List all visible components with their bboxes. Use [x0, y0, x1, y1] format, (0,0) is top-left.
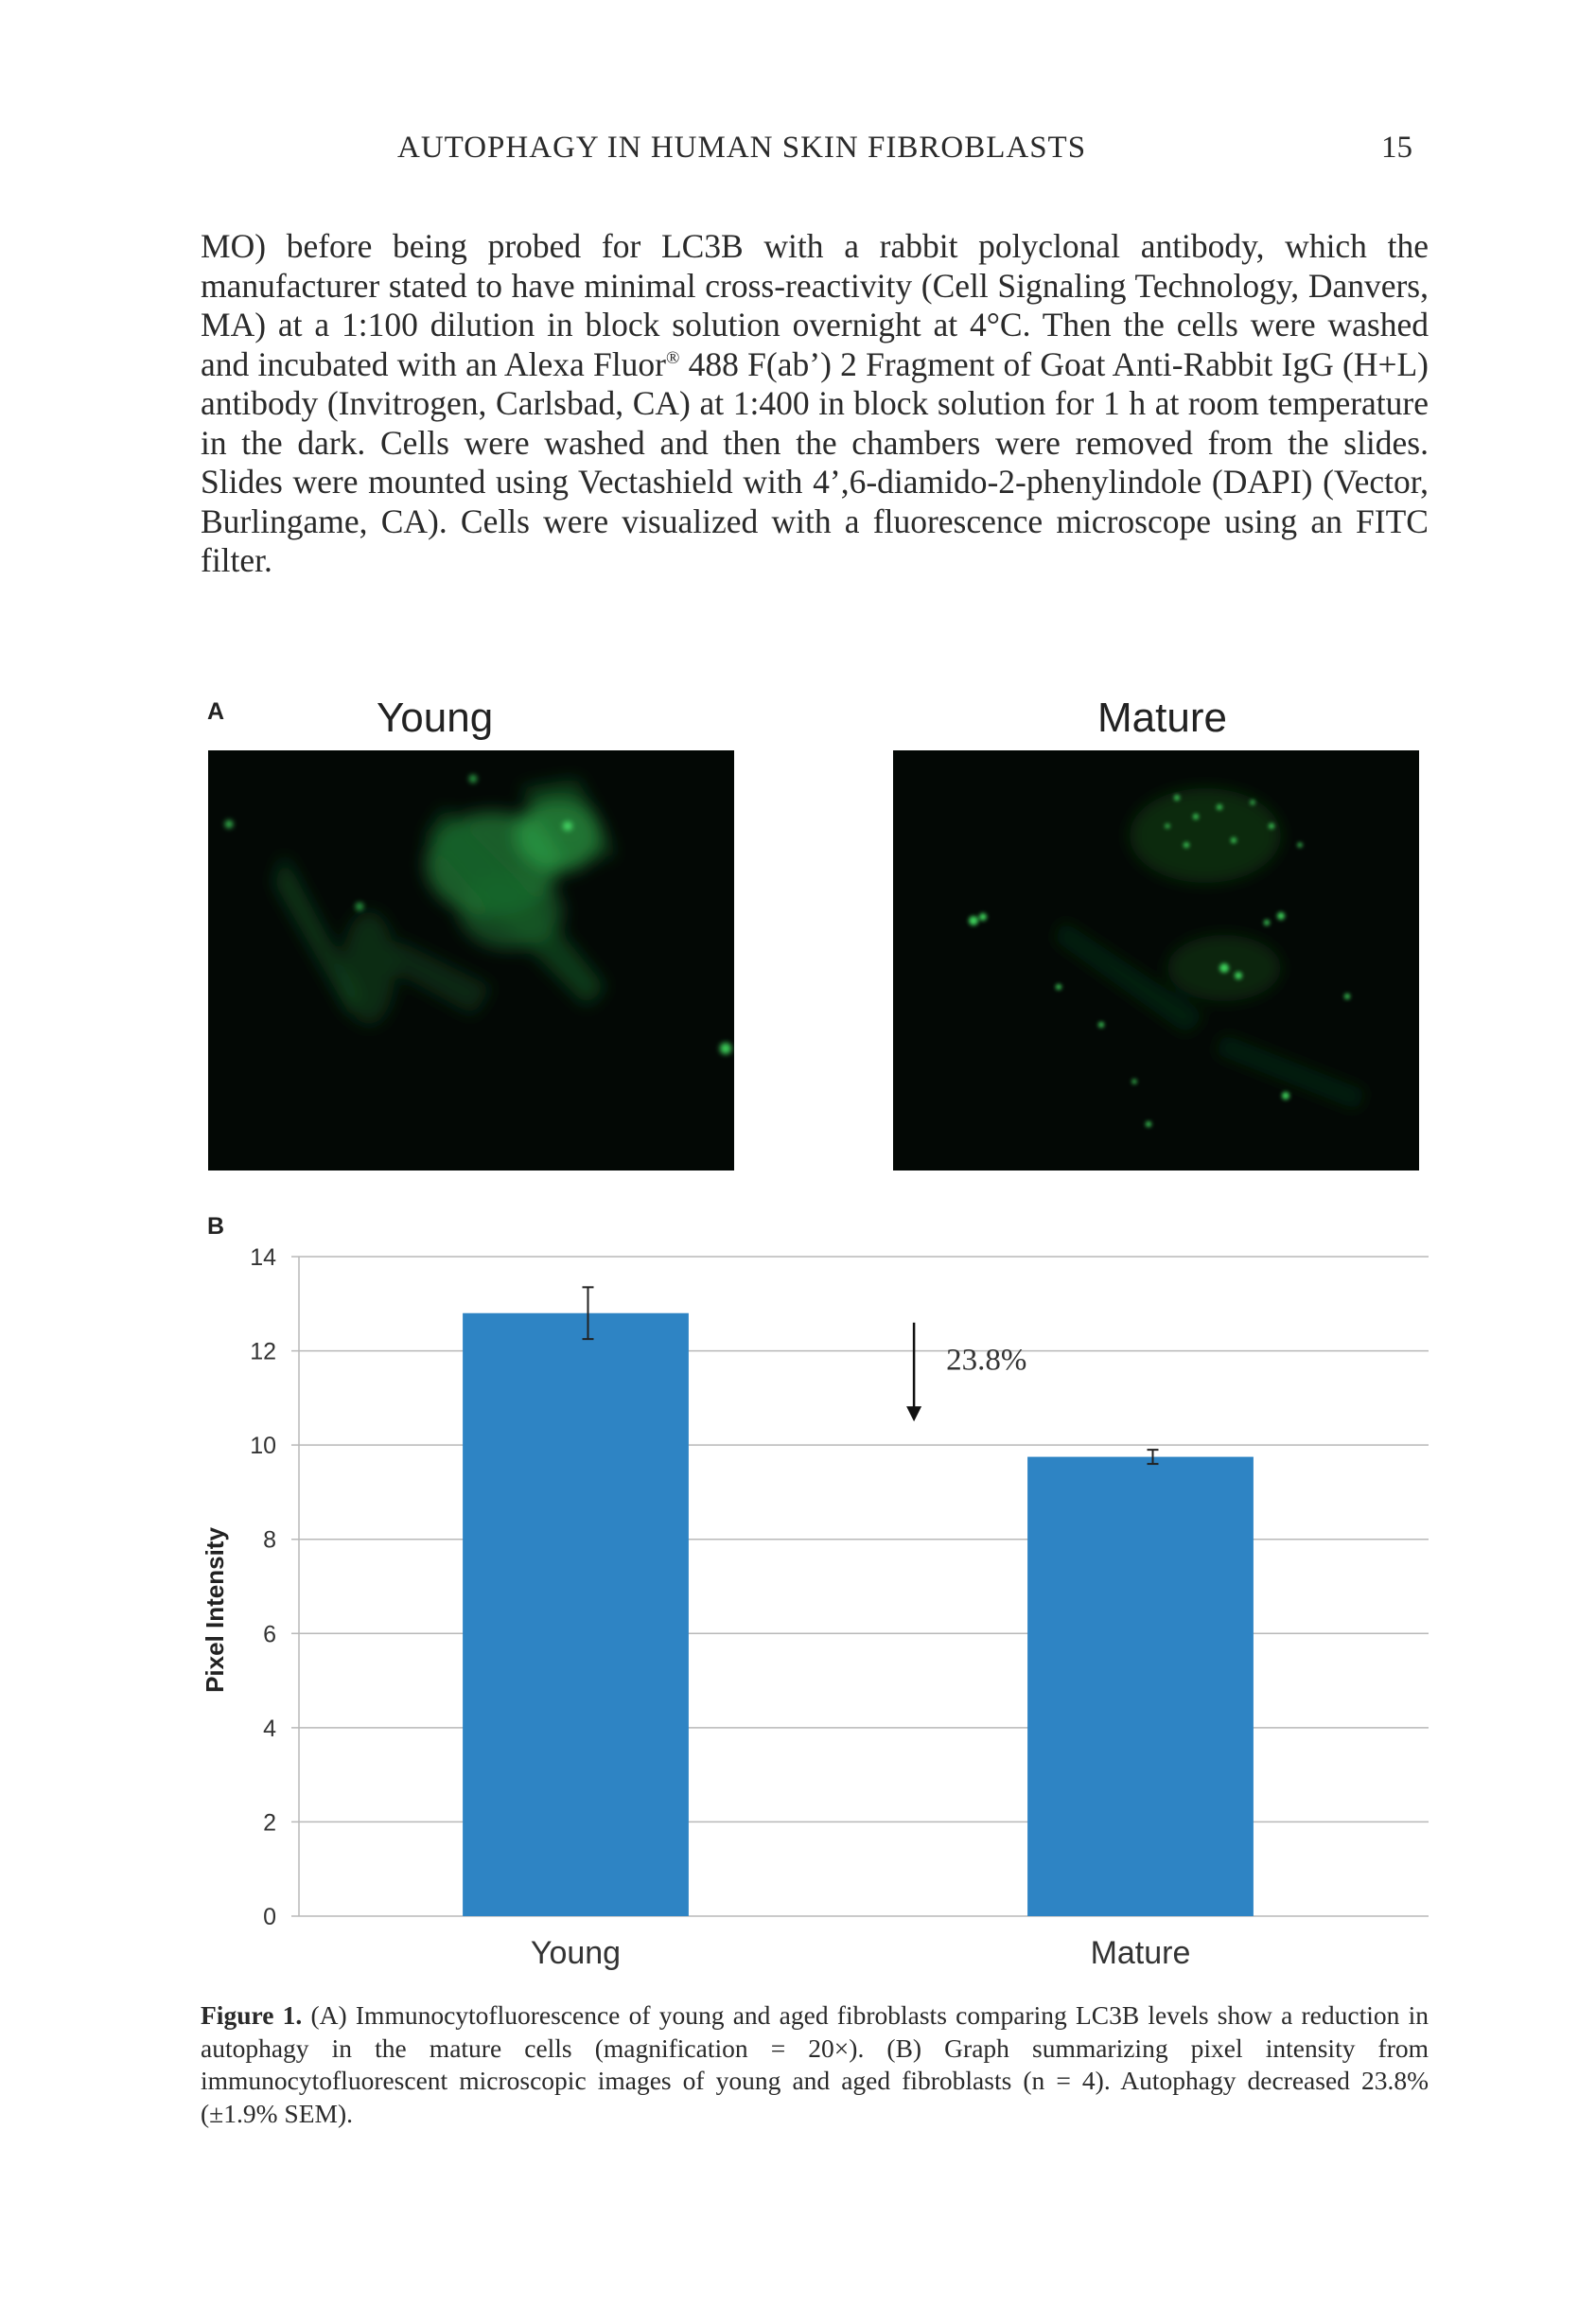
- bar-mature: [1027, 1457, 1254, 1916]
- micrograph-mature: [893, 750, 1419, 1171]
- y-tick-label: 0: [263, 1904, 276, 1930]
- bars: [463, 1313, 1254, 1916]
- panel-a-label: A: [207, 698, 225, 725]
- y-tick-label: 8: [263, 1526, 276, 1554]
- caption-text: (A) Immunocytofluorescence of young and aged fibroblasts comparing LC3B levels show a reduction in autophagy in the mature cells (magnification = 20×). (B) Graph summarizing pixel intensity from immunocytofluorescent microscopic images of young and aged fibroblasts (n = 4). Autophagy decreased 23.8% (±1.9% SEM).: [201, 2000, 1429, 2128]
- reduction-arrowhead: [906, 1406, 921, 1421]
- page-number: 15: [1381, 131, 1412, 165]
- x-tick-label-mature: Mature: [1090, 1935, 1191, 1971]
- registered-mark: ®: [665, 347, 680, 368]
- micrograph-young: [208, 750, 734, 1171]
- x-tick-labels: [531, 1935, 1191, 1971]
- running-head: AUTOPHAGY IN HUMAN SKIN FIBROBLASTS: [397, 131, 1087, 165]
- body-text-part2: 488 F(ab’) 2 Fragment of Goat Anti-Rabbit IgG (H+L) antibody (Invitrogen, Carlsbad, CA) at 1:400 in block solution for 1 h at room temperature in the dark. Cells were washed and then the chambers were removed from the slides. Slides were mounted using Vectashield with 4’,6-diamido-2-phenylindole (DAPI) (Vector, Burlingame, CA). Cells were visualized with a fluorescence microscope using an FITC filter.: [201, 344, 1429, 579]
- y-tick-label: 2: [263, 1809, 276, 1837]
- y-tick-label: 4: [263, 1715, 276, 1742]
- y-tick-labels: [250, 1244, 276, 1930]
- image-mature-title: Mature: [1097, 695, 1227, 741]
- y-tick-label: 6: [263, 1621, 276, 1648]
- y-tick-label: 12: [250, 1338, 276, 1365]
- body-text-part1: MO) before being probed for LC3B with a rabbit polyclonal antibody, which the manufacturer stated to have minimal cross-reactivity (Cell Signaling Technology, Danvers, MA) at a 1:100 dilution in block solution overnight at 4°C. Then the cells were washed and incubated with an Alexa Fluor: [201, 227, 1429, 383]
- bar-chart: [201, 1230, 1429, 1987]
- y-axis-label: Pixel Intensity: [201, 1527, 229, 1693]
- x-tick-label-young: Young: [530, 1935, 622, 1971]
- bar-young: [463, 1313, 689, 1916]
- gridlines: [291, 1257, 1429, 1916]
- figure-caption: [201, 1999, 1429, 2130]
- body-paragraph: [201, 227, 1429, 581]
- panel-b-label: B: [207, 1213, 225, 1240]
- young-cells: [274, 779, 615, 1025]
- y-tick-label: 10: [250, 1433, 276, 1460]
- y-tick-label: 14: [250, 1244, 276, 1271]
- mature-cells: [1054, 788, 1366, 1110]
- reduction-annotation: 23.8%: [946, 1343, 1027, 1378]
- image-young-title: Young: [377, 695, 494, 741]
- caption-label: Figure 1.: [201, 2000, 303, 2030]
